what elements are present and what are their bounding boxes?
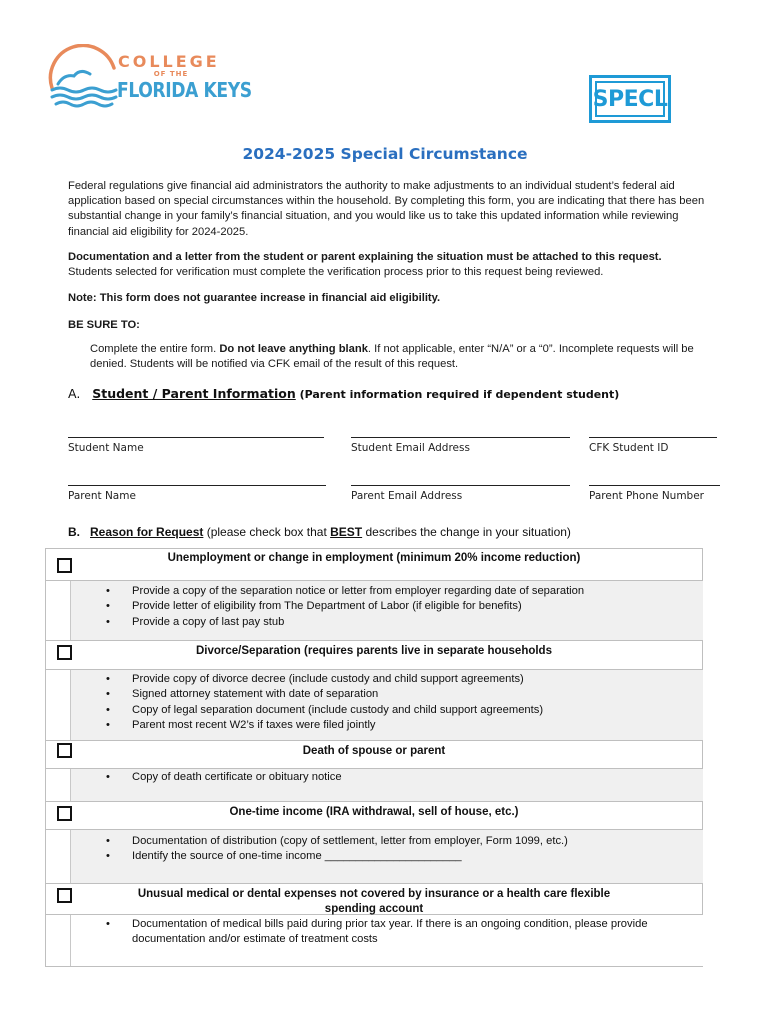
student-name-input[interactable]	[68, 437, 324, 438]
section-a-letter: A.	[68, 386, 81, 401]
verification-note: Students selected for verification must complete the verification process prior to this request being reviewed.	[68, 266, 604, 278]
parent-phone-input[interactable]	[589, 485, 720, 486]
section-b-note-best: BEST	[330, 525, 363, 539]
reason-checkbox-medical[interactable]	[57, 888, 72, 903]
specl-stamp-inner	[592, 81, 668, 117]
section-b-note-pre: (please check box that	[203, 525, 331, 539]
reason-bullets-death	[106, 770, 686, 785]
reason-heading-unemployment: Unemployment or change in employment (minimum 20% income reduction)	[45, 548, 703, 581]
reason-heading-divorce: Divorce/Separation (requires parents live in separate households	[45, 640, 703, 670]
section-a-heading: Student / Parent Information	[92, 386, 296, 401]
student-email-label: Student Email Address	[351, 442, 470, 454]
sun-waves-icon	[44, 44, 124, 114]
documentation-requirement: Documentation and a letter from the student or parent explaining the situation must be attached to this request.	[68, 251, 662, 263]
list-item: • Copy of legal separation document (include custody and child support agreements)	[106, 703, 686, 718]
list-item: • Identify the source of one-time income ______________________	[106, 849, 686, 864]
student-email-input[interactable]	[351, 437, 570, 438]
reason-heading-medical: Unusual medical or dental expenses not covered by insurance or a health care flexible spending account	[45, 883, 703, 915]
list-item: • Parent most recent W2’s if taxes were filed jointly	[106, 718, 686, 733]
instructions-part3: . If not applicable, enter “N/A” or a “0”. Incomplete requests will be denied. Students will be notified via CFK email of the result of this request.	[90, 343, 694, 371]
list-item: • Provide letter of eligibility from The Department of Labor (if eligible for benefits)	[106, 599, 686, 614]
section-b-note-post: describes the change in your situation)	[362, 525, 571, 539]
reason-heading-one-time-income: One-time income (IRA withdrawal, sell of house, etc.)	[45, 801, 703, 830]
section-b-heading: Reason for Request	[90, 525, 204, 539]
reason-bullets-one-time-income	[106, 834, 686, 865]
logo-florida-keys-text: FLORIDA KEYS	[117, 78, 252, 102]
section-a-title	[68, 386, 619, 401]
parent-email-label: Parent Email Address	[351, 490, 463, 502]
reason-checkbox-death[interactable]	[57, 743, 72, 758]
reason-bullets-divorce	[106, 672, 686, 733]
list-item: • Signed attorney statement with date of separation	[106, 687, 686, 702]
section-a-note: (Parent information required if dependent student)	[295, 388, 620, 401]
logo-college-text: COLLEGE	[118, 52, 220, 71]
list-item: • Documentation of medical bills paid during prior tax year. If there is an ongoing condition, please provide documentation and/or estimate of treatment costs	[106, 917, 686, 948]
specl-stamp	[589, 75, 671, 123]
instructions-part1: Complete the entire form.	[90, 343, 220, 355]
intro-paragraph: Federal regulations give financial aid administrators the authority to make adjustments to an individual student’s federal aid application based on special circumstances within the household. By completing this form, you are indicating that there has been substantial change in your family’s financial situation, and you would like us to take this updated information while reviewing financial aid eligibility for 2024-2025.	[68, 180, 705, 238]
cfk-student-id-input[interactable]	[589, 437, 717, 438]
be-sure-heading: BE SURE TO:	[68, 319, 140, 331]
instructions-emphasis: Do not leave anything blank	[219, 343, 368, 355]
page-title: 2024-2025 Special Circumstance	[242, 145, 528, 163]
reason-bullets-unemployment	[106, 584, 686, 630]
parent-name-input[interactable]	[68, 485, 326, 486]
section-b-letter: B.	[68, 525, 80, 539]
student-name-label: Student Name	[68, 442, 144, 454]
list-item: • Provide copy of divorce decree (include custody and child support agreements)	[106, 672, 686, 687]
specl-stamp-text: SPECL	[592, 86, 668, 112]
reason-checkbox-unemployment[interactable]	[57, 558, 72, 573]
instructions-paragraph	[90, 342, 730, 372]
reason-heading-death: Death of spouse or parent	[45, 740, 703, 769]
eligibility-note: Note: This form does not guarantee increase in financial aid eligibility.	[68, 292, 441, 304]
logo-of-the-text: OF THE	[153, 70, 189, 78]
list-item: • Copy of death certificate or obituary notice	[106, 770, 686, 785]
reason-checkbox-one-time-income[interactable]	[57, 806, 72, 821]
section-b-title	[68, 525, 571, 539]
parent-phone-label: Parent Phone Number	[589, 490, 704, 502]
parent-email-input[interactable]	[351, 485, 570, 486]
parent-name-label: Parent Name	[68, 490, 136, 502]
list-item: • Documentation of distribution (copy of settlement, letter from employer, Form 1099, etc.)	[106, 834, 686, 849]
cfk-student-id-label: CFK Student ID	[589, 442, 669, 454]
reason-checkbox-divorce[interactable]	[57, 645, 72, 660]
list-item: • Provide a copy of the separation notice or letter from employer regarding date of separation	[106, 584, 686, 599]
list-item: • Provide a copy of last pay stub	[106, 615, 686, 630]
reason-bullets-medical	[106, 917, 686, 948]
